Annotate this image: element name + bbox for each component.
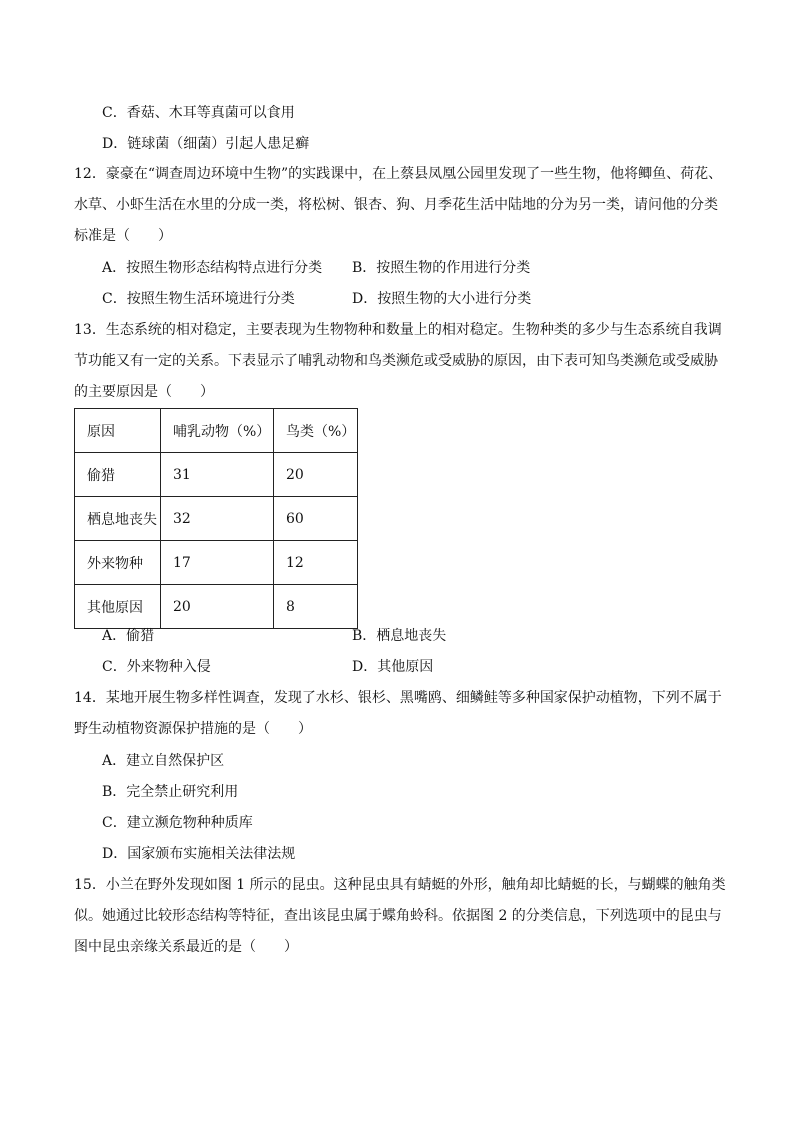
table-cell: 其他原因 (75, 585, 161, 629)
q13-option-b: B．栖息地丧失 (352, 628, 447, 644)
table-cell: 外来物种 (75, 541, 161, 585)
q14-option-c: C．建立濒危物种种质库 (102, 815, 253, 831)
table-cell: 31 (161, 453, 274, 497)
q13-stem-line-2: 节功能又有一定的关系。下表显示了哺乳动物和鸟类濒危或受威胁的原因，由下表可知鸟类濒危或受威胁 (74, 353, 718, 369)
q12-option-a: A．按照生物形态结构特点进行分类 (102, 260, 323, 276)
table-row (75, 497, 358, 541)
table-cell: 60 (274, 497, 358, 541)
q11-option-c: C．香菇、木耳等真菌可以食用 (102, 105, 295, 121)
q14-option-b: B．完全禁止研究利用 (102, 784, 239, 800)
q12-option-b: B．按照生物的作用进行分类 (352, 260, 531, 276)
q15-stem-line-1: 15．小兰在野外发现如图 1 所示的昆虫。这种昆虫具有蜻蜓的外形，触角却比蜻蜓的长，与蝴蝶的触角类 (74, 877, 726, 893)
q15-stem-line-3: 图中昆虫亲缘关系最近的是（ ） (74, 939, 298, 955)
q14-stem-line-1: 14．某地开展生物多样性调查，发现了水杉、银杉、黑嘴鸥、细鳞鲑等多种国家保护动植物，下列不属于 (74, 690, 722, 706)
table-header-cell: 原因 (75, 409, 161, 453)
q12-stem-line-1: 12．豪豪在“调查周边环境中生物”的实践课中，在上蔡县凤凰公园里发现了一些生物，他将鲫鱼、荷花、 (74, 166, 723, 182)
q12-stem-line-2: 水草、小虾生活在水里的分成一类，将松树、银杏、狗、月季花生活中陆地的分为另一类，请问他的分类 (74, 197, 718, 213)
table-header-cell: 鸟类（%） (274, 409, 358, 453)
q12-option-c: C．按照生物生活环境进行分类 (102, 291, 295, 307)
q13-stem-line-1: 13．生态系统的相对稳定，主要表现为生物物种和数量上的相对稳定。生物种类的多少与生态系统自我调 (74, 322, 722, 338)
q14-stem-line-2: 野生动植物资源保护措施的是（ ） (74, 721, 312, 737)
q14-option-a: A．建立自然保护区 (102, 753, 225, 769)
q14-option-d: D．国家颁布实施相关法律法规 (102, 846, 296, 862)
table-cell: 32 (161, 497, 274, 541)
table-cell: 12 (274, 541, 358, 585)
q11-option-d: D．链球菌（细菌）引起人患足癣 (102, 136, 310, 152)
table-cell: 20 (161, 585, 274, 629)
table-header-row (75, 409, 358, 453)
table-header-cell: 哺乳动物（%） (161, 409, 274, 453)
q13-option-c: C．外来物种入侵 (102, 659, 211, 675)
table-cell: 20 (274, 453, 358, 497)
q13-data-table (74, 408, 358, 629)
q13-option-a: A．偷猎 (102, 628, 155, 644)
table-cell: 偷猎 (75, 453, 161, 497)
table-row (75, 585, 358, 629)
table-row (75, 541, 358, 585)
q12-option-d: D．按照生物的大小进行分类 (352, 291, 532, 307)
q13-stem-line-3: 的主要原因是（ ） (74, 384, 214, 400)
table-cell: 8 (274, 585, 358, 629)
q13-option-d: D．其他原因 (352, 659, 434, 675)
table-row (75, 453, 358, 497)
q15-stem-line-2: 似。她通过比较形态结构等特征，查出该昆虫属于蝶角蛉科。依据图 2 的分类信息，下列选项中的昆虫与 (74, 908, 722, 924)
table-cell: 17 (161, 541, 274, 585)
q12-stem-line-3: 标准是（ ） (74, 228, 172, 244)
table-cell: 栖息地丧失 (75, 497, 161, 541)
